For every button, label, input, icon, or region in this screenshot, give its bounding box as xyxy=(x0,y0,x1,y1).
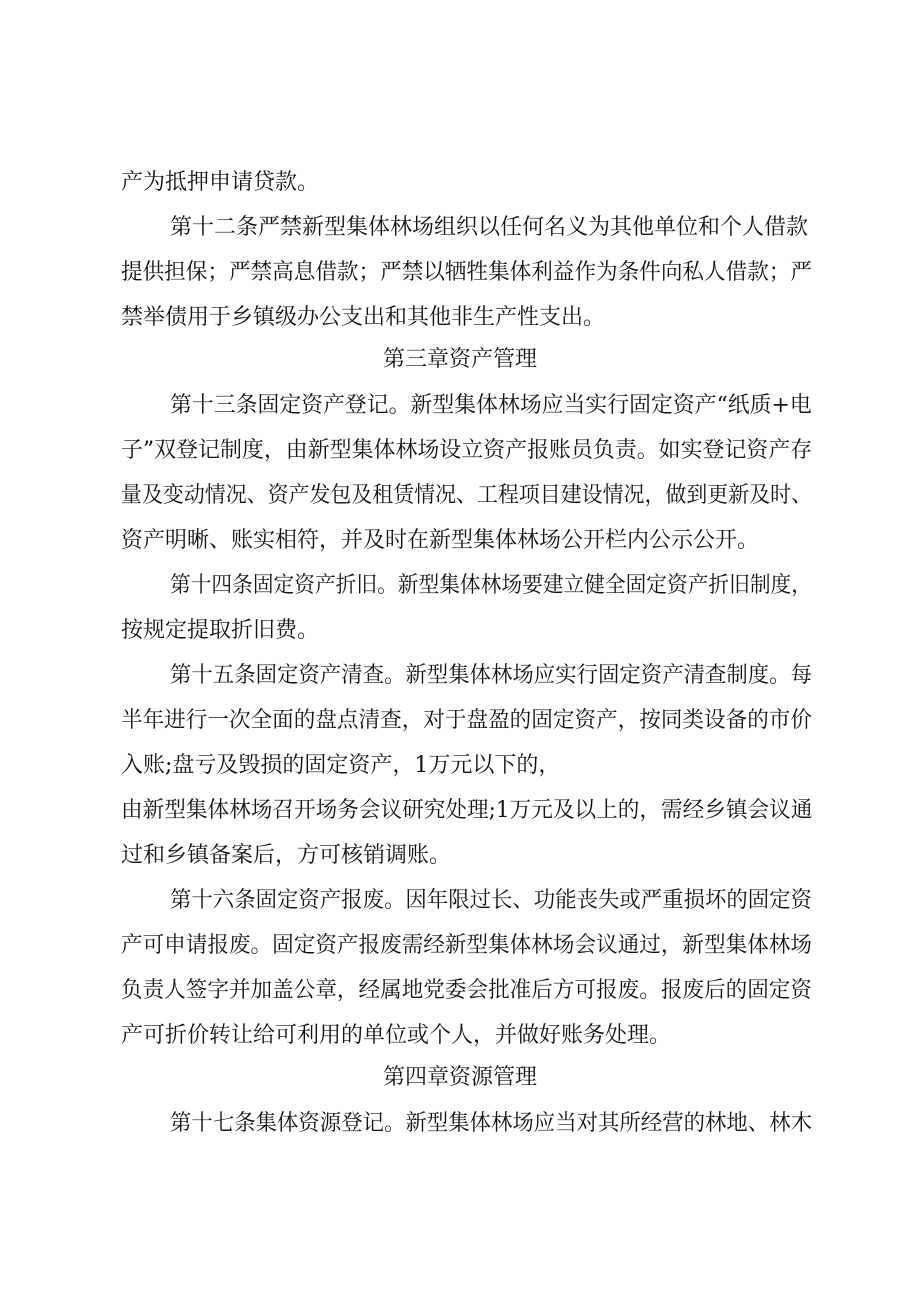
paragraph-line: 产可申请报废。固定资产报废需经新型集体林场会议通过，新型集体林场 xyxy=(121,933,812,958)
paragraph-line: 产可折价转让给可利用的单位或个人，并做好账务处理。 xyxy=(121,1023,672,1048)
chapter-heading: 第四章资源管理 xyxy=(382,1065,537,1090)
paragraph-line: 第十六条固定资产报废。因年限过长、功能丧失或严重损坏的固定资 xyxy=(170,888,812,913)
paragraph-line: 第十三条固定资产登记。新型集体林场应当实行固定资产“纸质+电 xyxy=(170,393,812,418)
paragraph-line: 半年进行一次全面的盘点清查，对于盘盈的固定资产，按同类设备的市价 xyxy=(121,708,812,733)
paragraph-line: 产为抵押申请贷款。 xyxy=(121,170,320,195)
paragraph-line: 第十七条集体资源登记。新型集体林场应当对其所经营的林地、林木 xyxy=(170,1111,812,1136)
paragraph-line: 第十五条固定资产清查。新型集体林场应实行固定资产清查制度。每 xyxy=(170,663,812,688)
paragraph-line: 禁举债用于乡镇级办公支出和其他非生产性支出。 xyxy=(121,305,606,330)
paragraph-line: 由新型集体林场召开场务会议研究处理;1万元及以上的，需经乡镇会议通 xyxy=(121,798,813,823)
paragraph-line: 入账;盘亏及毁损的固定资产，1万元以下的， xyxy=(121,753,561,778)
paragraph-line: 第十二条严禁新型集体林场组织以任何名义为其他单位和个人借款 xyxy=(170,215,809,240)
paragraph-line: 子”双登记制度，由新型集体林场设立资产报账员负责。如实登记资产存 xyxy=(121,438,813,463)
paragraph-line: 按规定提取折旧费。 xyxy=(121,618,320,643)
paragraph-line: 第十四条固定资产折旧。新型集体林场要建立健全固定资产折旧制度， xyxy=(170,573,812,598)
paragraph-line: 提供担保；严禁高息借款；严禁以牺牲集体利益作为条件向私人借款；严 xyxy=(121,260,812,285)
paragraph-line: 过和乡镇备案后，方可核销调账。 xyxy=(121,843,452,868)
paragraph-line: 量及变动情况、资产发包及租赁情况、工程项目建设情况，做到更新及时、 xyxy=(121,483,813,508)
chapter-heading: 第三章资产管理 xyxy=(382,347,537,372)
paragraph-line: 负责人签字并加盖公章，经属地党委会批准后方可报废。报废后的固定资 xyxy=(121,978,812,1003)
paragraph-line: 资产明晰、账实相符，并及时在新型集体林场公开栏内公示公开。 xyxy=(121,528,760,553)
